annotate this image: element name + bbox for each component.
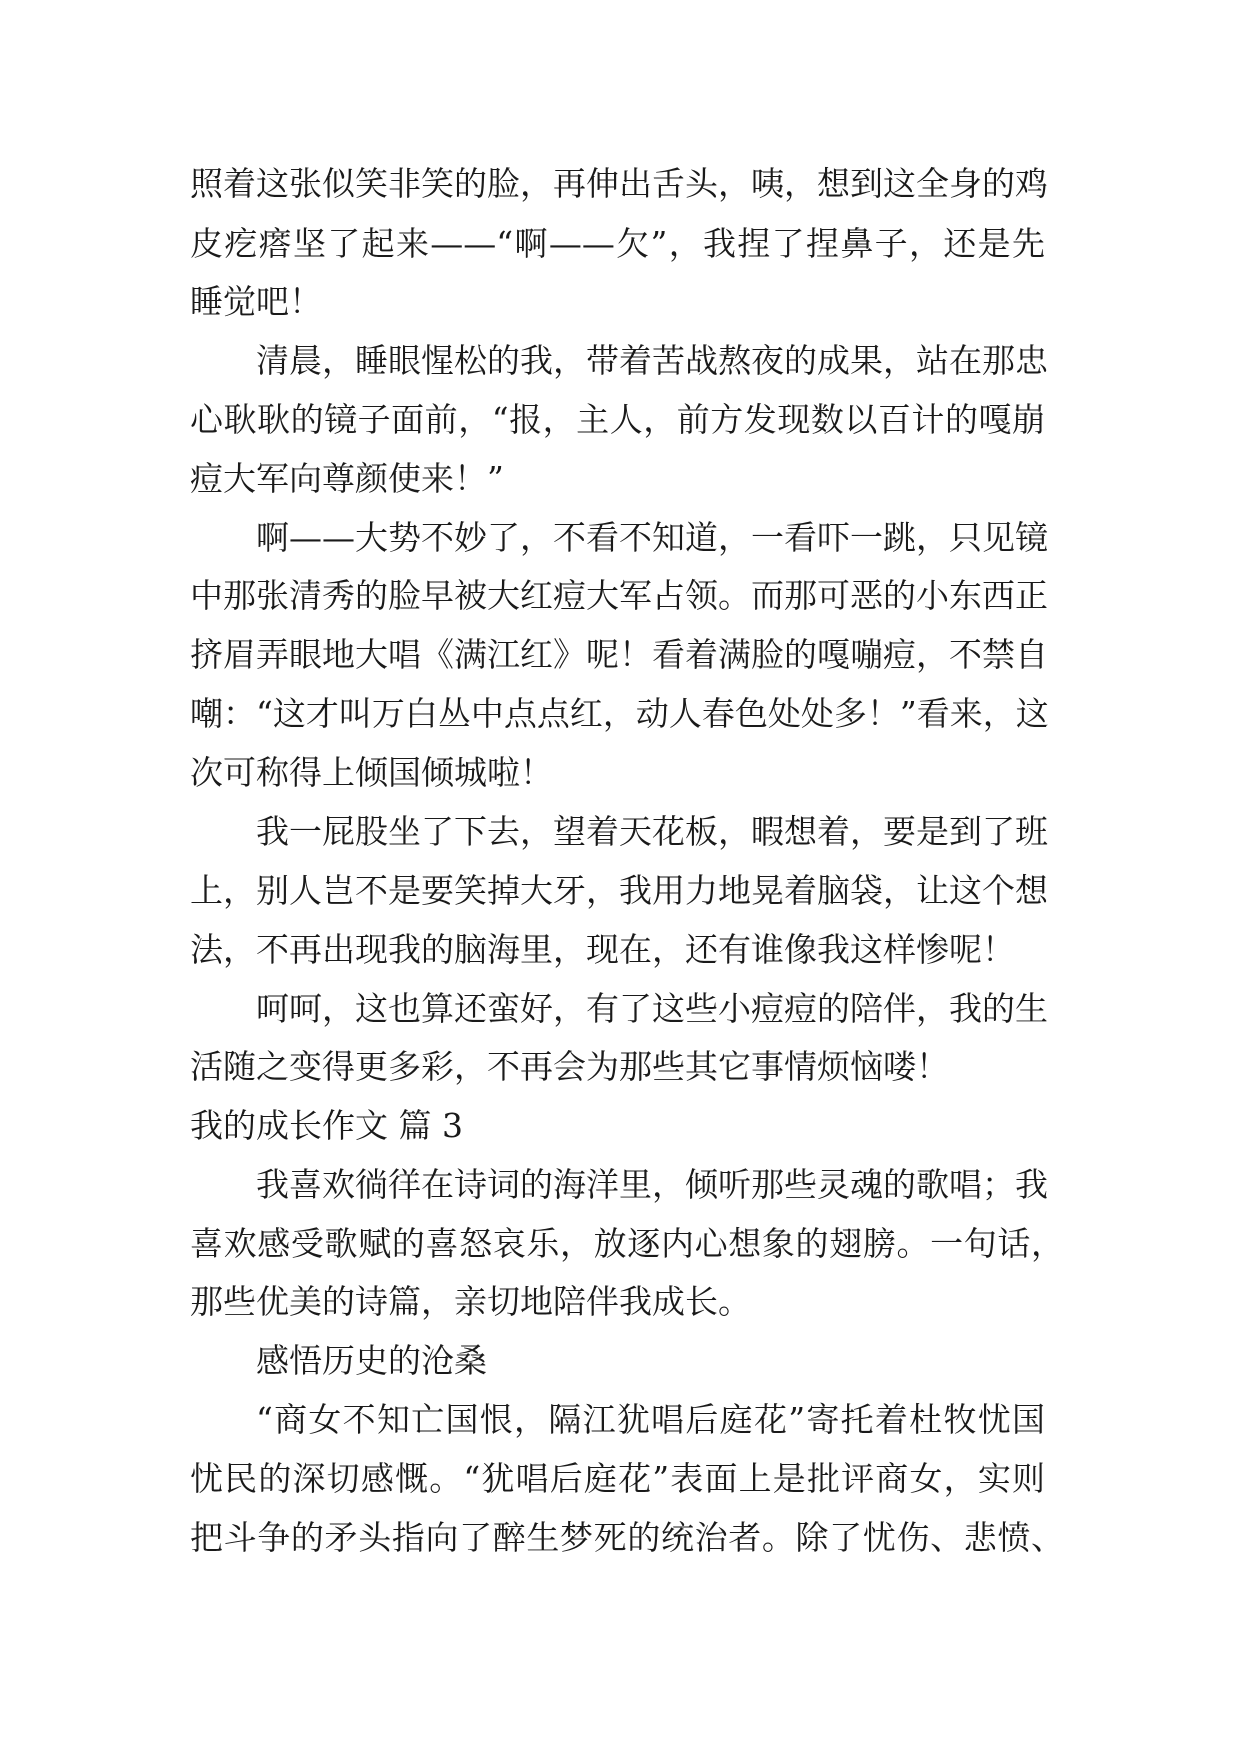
text-line: 那些优美的诗篇，亲切地陪伴我成长。 bbox=[190, 1282, 751, 1321]
text-line: 睡觉吧！ bbox=[190, 282, 322, 321]
text-line: 心耿耿的镜子面前，“报，主人，前方发现数以百计的嘎崩 bbox=[190, 400, 1045, 439]
text-line: 照着这张似笑非笑的脸，再伸出舌头，咦，想到这全身的鸡 bbox=[190, 164, 1048, 203]
text-line: 把斗争的矛头指向了醉生梦死的统治者。除了忧伤、悲愤、 bbox=[190, 1518, 1064, 1557]
text-line: 呵呵，这也算还蛮好，有了这些小痘痘的陪伴，我的生 bbox=[256, 989, 1048, 1028]
text-line: 喜欢感受歌赋的喜怒哀乐，放逐内心想象的翅膀。一句话， bbox=[190, 1224, 1064, 1263]
text-line: 我一屁股坐了下去，望着天花板，暇想着，要是到了班 bbox=[256, 812, 1048, 851]
text-line: 清晨，睡眼惺松的我，带着苦战熬夜的成果，站在那忠 bbox=[256, 341, 1048, 380]
text-line: 我喜欢徜徉在诗词的海洋里，倾听那些灵魂的歌唱；我 bbox=[256, 1165, 1048, 1204]
text-line: 次可称得上倾国倾城啦！ bbox=[190, 753, 553, 792]
text-line: 啊——大势不妙了，不看不知道，一看吓一跳，只见镜 bbox=[256, 518, 1048, 557]
text-line: 法，不再出现我的脑海里，现在，还有谁像我这样惨呢！ bbox=[190, 930, 1015, 969]
text-line: 皮疙瘩坚了起来——“啊——欠”，我捏了捏鼻子，还是先 bbox=[190, 224, 1045, 263]
text-line: 中那张清秀的脸早被大红痘大军占领。而那可恶的小东西正 bbox=[190, 576, 1048, 615]
text-line: 嘲：“这才叫万白丛中点点红，动人春色处处多！”看来，这 bbox=[190, 694, 1049, 733]
text-line: 挤眉弄眼地大唱《满江红》呢！看着满脸的嘎嘣痘，不禁自 bbox=[190, 635, 1048, 674]
text-line: 活随之变得更多彩，不再会为那些其它事情烦恼喽！ bbox=[190, 1047, 949, 1086]
subheading: 感悟历史的沧桑 bbox=[256, 1341, 487, 1380]
text-line: “商女不知亡国恨，隔江犹唱后庭花”寄托着杜牧忧国 bbox=[256, 1400, 1045, 1439]
text-line: 痘大军向尊颜使来！” bbox=[190, 459, 504, 498]
text-line: 上，别人岂不是要笑掉大牙，我用力地晃着脑袋，让这个想 bbox=[190, 871, 1048, 910]
text-line: 忧民的深切感慨。“犹唱后庭花”表面上是批评商女，实则 bbox=[190, 1459, 1045, 1498]
section-heading: 我的成长作文 篇 3 bbox=[190, 1106, 463, 1145]
